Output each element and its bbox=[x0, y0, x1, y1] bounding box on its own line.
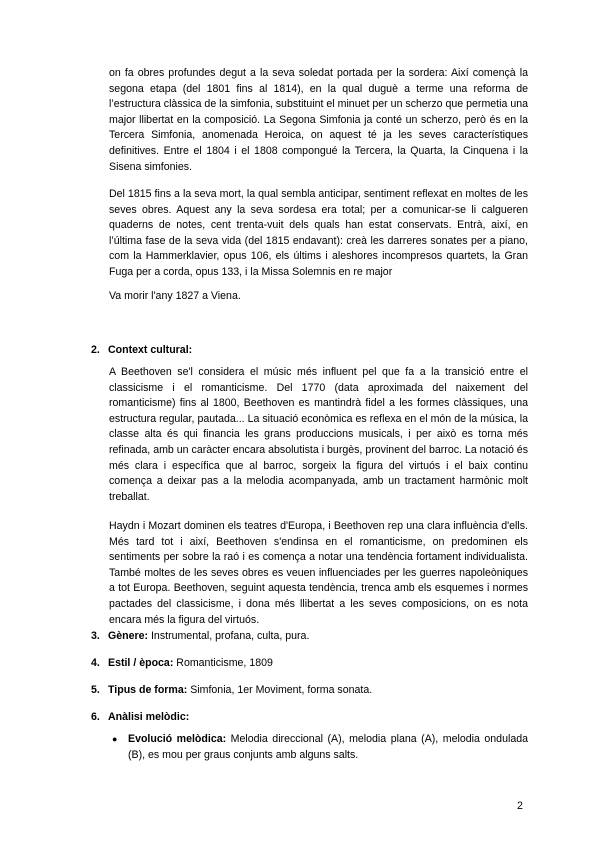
paragraph-context-1: A Beethoven se'l considera el músic més influent pel que fa a la transició entre el classicisme i el romanticisme. Del 1770 (data aproximada del naixement del romanticisme) fins al 1800, Beethoven es mantindrà fidel a les formes clàssiques, una estructura regular, pautada... La situació econòmica es reflexa en el món de la música, la classe alta és qui financia les grans produccions musicals, i per això es torna més refinada, amb un caràcter encara absolutista i burgès, provinent del barroc. La notació és més clara i específica que al barroc, sorgeix la figura del virtuós i el baix continu comença a deixar pas a la melodia acompanyada, amb un tractament harmònic molt treballat. bbox=[109, 366, 528, 503]
paragraph-death: Va morir l'any 1827 a Viena. bbox=[109, 290, 241, 302]
section-label: Tipus de forma: bbox=[108, 684, 188, 696]
section-value: Romanticisme, 1809 bbox=[173, 657, 273, 669]
bullet-label: Evolució melòdica: bbox=[128, 733, 227, 745]
section-label: Estil / època: bbox=[108, 657, 174, 669]
paragraph-second-period: on fa obres profundes degut a la seva soledat portada per la sordera: Així començà la segona etapa (del 1801 fins al 1814), en la qual duguè a terme una reforma de l’estructura clàssica de la simfonia, substituint el minuet per un scherzo que permetia una major llibertat en la composició. La Segona Simfonia ja conté un scherzo, però és en la Tercera Simfonia, anomenada Heroica, on aquest té ja les seves característiques definitives. Entre el 1804 i el 1808 compongué la Tercera, la Quarta, la Cinquena i la Sisena simfonies. bbox=[109, 67, 528, 173]
bullet-item-melodic-evolution bbox=[112, 732, 528, 763]
section-heading-style bbox=[91, 656, 531, 671]
section-number: 2. bbox=[91, 344, 100, 356]
section-number: 3. bbox=[91, 630, 100, 642]
section-heading-form bbox=[91, 683, 531, 698]
bullet-icon: ● bbox=[112, 734, 118, 744]
paragraph-last-period: Del 1815 fins a la seva mort, la qual sembla anticipar, sentiment reflexat en moltes de les seves obres. Aquest any la seva sordesa era total; per a comunicar-se li calgueren quaderns de notes, cent trenta-vuit dels quals han estat conservats. Entrà, així, en l’última fase de la seva vida (del 1815 endavant): creà les darreres sonates per a piano, com la Hammerklavier, opus 106, els últims i aleshores incompresos quartets, la Gran Fuga per a corda, opus 133, i la Missa Solemnis en re major bbox=[109, 188, 528, 278]
page-number: 2 bbox=[517, 800, 523, 812]
section-number: 4. bbox=[91, 657, 100, 669]
section-heading-genre bbox=[91, 629, 531, 644]
paragraph-context-2: Haydn i Mozart dominen els teatres d'Europa, i Beethoven rep una clara influència d'ells. Més tard tot i així, Beethoven s'endinsa en el romanticisme, on predominen els sentiments per sobre la raó i es comença a notar una tendència fortament individualista. També moltes de les seves obres es veuen influenciades per les guerres napoleòniques a tot Europa. Beethoven, seguint aquesta tendència, trenca amb els esquemes i normes pactades del classicisme, i dona més llibertat a les seves composicions, on es nota encara més la figura del virtuós. bbox=[109, 520, 528, 626]
section-label: Context cultural: bbox=[108, 344, 193, 356]
section-number: 5. bbox=[91, 684, 100, 696]
bullet-value: Melodia direccional (A), melodia plana (A), melodia ondulada (B), es mou per graus conjunts amb alguns salts. bbox=[128, 733, 528, 761]
section-value: Instrumental, profana, culta, pura. bbox=[148, 630, 310, 642]
section-number: 6. bbox=[91, 711, 100, 723]
section-heading-melodic bbox=[91, 710, 531, 725]
section-value: Simfonia, 1er Moviment, forma sonata. bbox=[187, 684, 373, 696]
section-label: Gènere: bbox=[108, 630, 149, 642]
section-label: Anàlisi melòdic: bbox=[108, 711, 190, 723]
section-heading-context bbox=[91, 343, 531, 358]
